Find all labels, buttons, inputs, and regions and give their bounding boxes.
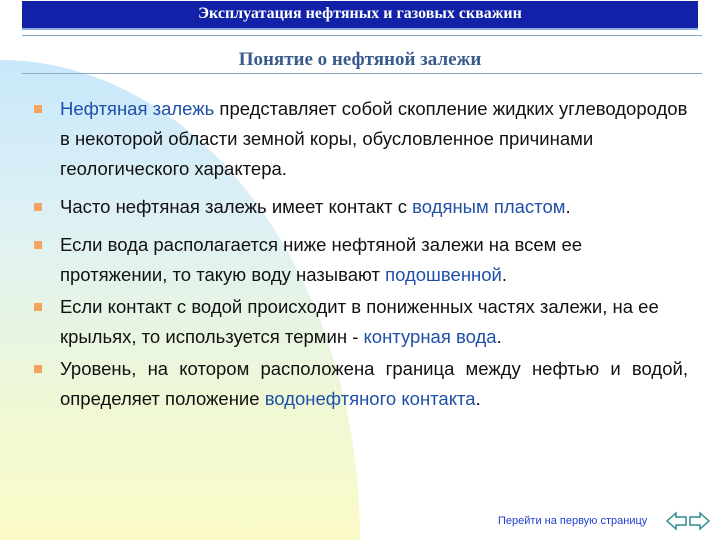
top-divider: [22, 35, 702, 36]
bullet-end: .: [565, 196, 571, 217]
bullet-text: Часто нефтяная залежь имеет контакт с: [60, 196, 413, 217]
bullet-text: представляет собой скопление жидких углеводородов в некоторой области земной коры, обусловленное причинами геологического характера.: [60, 98, 688, 179]
bullet-marker-icon: [34, 241, 42, 249]
bullet-text: Если вода располагается ниже нефтяной залежи на всем ее протяжении, то такую воду называют: [60, 234, 583, 285]
slide-heading: Понятие о нефтяной залежи: [238, 49, 482, 70]
bullet-text: Уровень, на котором расположена граница между нефтью и водой, определяет положение: [60, 358, 688, 409]
bullet-text: Если контакт с водой происходит в пониженных частях залежи, на ее крыльях, то используется термин -: [60, 296, 659, 347]
arrow-right-icon[interactable]: [688, 510, 710, 532]
term-highlight: водонефтяного контакта: [264, 388, 476, 409]
bullet-end: .: [501, 264, 508, 285]
heading-divider: [22, 73, 702, 74]
term-highlight: Нефтяная залежь: [60, 98, 215, 119]
term-highlight: контурная вода: [363, 326, 497, 347]
bullet-item-1: [34, 94, 688, 184]
bullet-list: [34, 94, 688, 422]
first-page-link[interactable]: Перейти на первую страницу: [498, 515, 648, 527]
term-highlight: водяным пластом: [412, 196, 566, 217]
bullet-marker-icon: [34, 303, 42, 311]
bullet-item-4: [34, 292, 688, 352]
bullet-end: .: [475, 388, 481, 409]
bullet-marker-icon: [34, 105, 42, 113]
bullet-item-2: [34, 192, 688, 222]
bullet-item-5: [34, 354, 688, 414]
title-bar: Эксплуатация нефтяных и газовых скважин: [22, 1, 698, 30]
arrow-left-icon[interactable]: [666, 510, 688, 532]
bullet-marker-icon: [34, 203, 42, 211]
bullet-item-3: [34, 230, 688, 290]
term-highlight: подошвенной: [385, 264, 502, 285]
bullet-marker-icon: [34, 365, 42, 373]
bullet-end: .: [496, 326, 502, 347]
